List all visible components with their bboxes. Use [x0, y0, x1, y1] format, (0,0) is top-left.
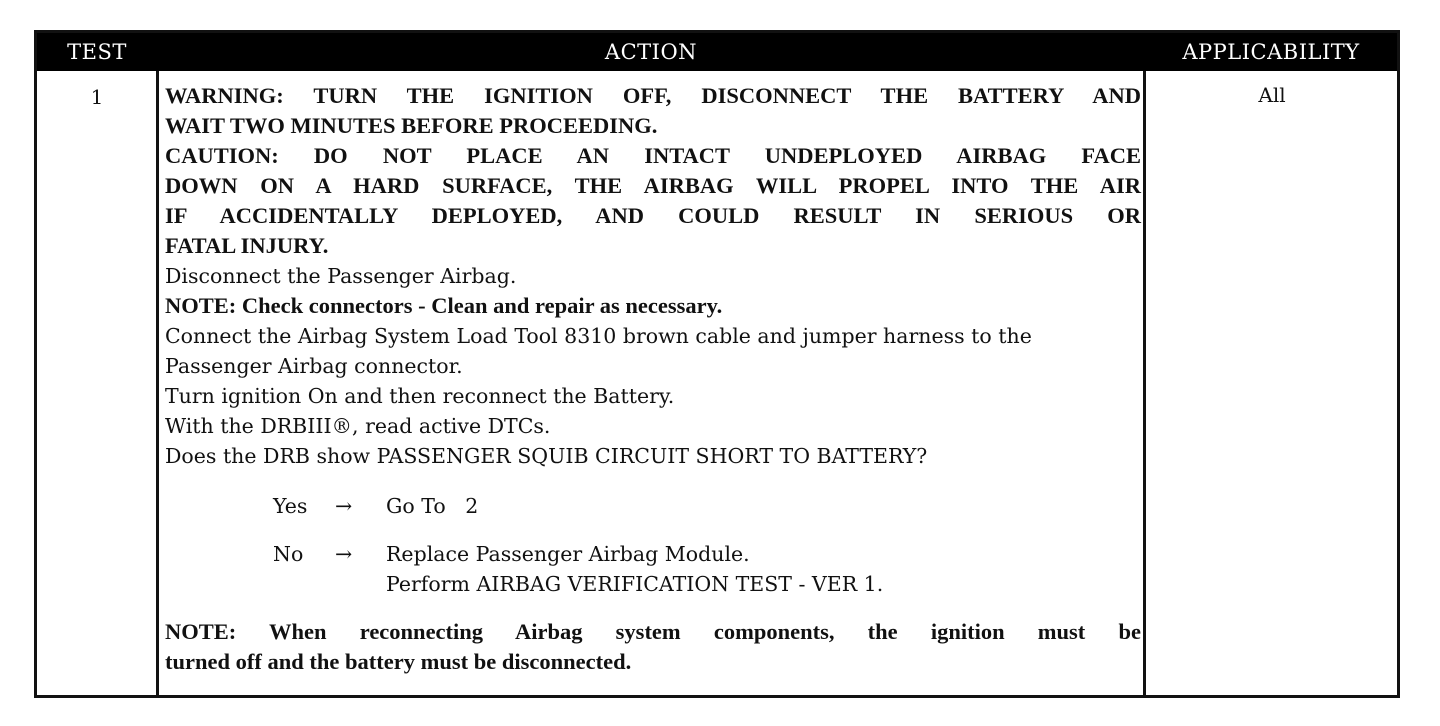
caution-line-4: FATAL INJURY. — [165, 233, 329, 258]
warning-line-1: WARNING: TURN THE IGNITION OFF, DISCONNECT THE BATTERY AND — [165, 83, 1141, 108]
column-divider-test-action — [156, 71, 159, 695]
no-action-line-2: Perform AIRBAG VERIFICATION TEST - VER 1. — [386, 572, 884, 596]
no-result-continued — [165, 569, 1141, 599]
warning-line-2: WAIT TWO MINUTES BEFORE PROCEEDING. — [165, 113, 658, 138]
test-number-cell: 1 — [90, 85, 104, 109]
no-arrow-icon: → — [335, 542, 353, 566]
caution-line-3: IF ACCIDENTALLY DEPLOYED, AND COULD RESULT IN SERIOUS OR — [165, 203, 1141, 228]
final-note-line-1: NOTE: When reconnecting Airbag system components, the ignition must be — [165, 619, 1141, 644]
step-disconnect: Disconnect the Passenger Airbag. — [165, 264, 517, 288]
step-connect-line-2: Passenger Airbag connector. — [165, 354, 463, 378]
header-action: ACTION — [604, 40, 698, 64]
yes-arrow-icon: → — [335, 494, 353, 518]
action-cell — [165, 81, 1141, 677]
diagnostic-test-table — [34, 30, 1400, 698]
caution-line-2: DOWN ON A HARD SURFACE, THE AIRBAG WILL PROPEL INTO THE AIR — [165, 173, 1141, 198]
note-check-connectors: NOTE: Check connectors - Clean and repair as necessary. — [165, 293, 723, 318]
yes-action: Go To 2 — [386, 494, 479, 518]
step-read-dtcs: With the DRBIII®, read active DTCs. — [165, 414, 551, 438]
no-label: No — [273, 542, 304, 566]
no-action-line-1: Replace Passenger Airbag Module. — [386, 542, 750, 566]
diagnostic-question: Does the DRB show PASSENGER SQUIB CIRCUIT SHORT TO BATTERY? — [165, 444, 928, 468]
yes-label: Yes — [273, 494, 308, 518]
header-test: TEST — [67, 40, 127, 64]
table-header-row — [37, 33, 1397, 71]
column-divider-action-applicability — [1143, 71, 1146, 695]
yes-result — [165, 491, 1141, 521]
applicability-cell: All — [1258, 83, 1286, 107]
no-result — [165, 539, 1141, 569]
caution-line-1: CAUTION: DO NOT PLACE AN INTACT UNDEPLOYED AIRBAG FACE — [165, 143, 1141, 168]
step-ignition: Turn ignition On and then reconnect the Battery. — [165, 384, 675, 408]
step-connect-line-1: Connect the Airbag System Load Tool 8310 brown cable and jumper harness to the — [165, 324, 1032, 348]
final-note-line-2: turned off and the battery must be disconnected. — [165, 649, 632, 674]
header-applicability: APPLICABILITY — [1182, 40, 1360, 64]
